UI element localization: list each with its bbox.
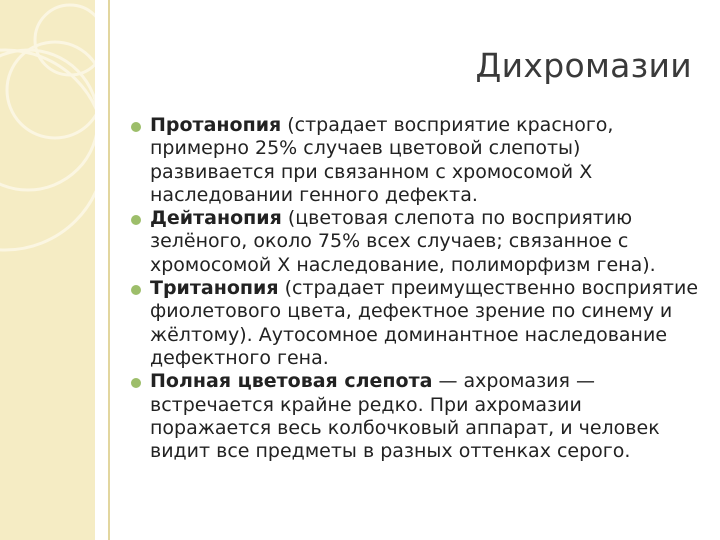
sidebar-circles-decoration <box>0 0 95 540</box>
decor-circle <box>0 50 95 250</box>
slide-title: Дихромазии <box>475 46 692 85</box>
bullet-text: — ахромазия — встречается крайне редко. При ахромазии поражается весь колбочковый аппарат, и человек видит все предметы в разных оттенках серого. <box>150 370 660 463</box>
decor-circle <box>0 50 95 190</box>
list-item <box>131 114 701 207</box>
list-item <box>131 370 701 463</box>
decor-circle <box>35 5 95 75</box>
bullet-dot-icon <box>131 122 141 132</box>
decor-circle <box>7 42 95 138</box>
bullet-text: (страдает преимущественно восприятие фиолетового цвета, дефектное зрение по синему и жёлтому). Аутосомное доминантное наследование дефектного гена. <box>150 277 699 369</box>
bullet-term: Протанопия <box>150 114 282 136</box>
vertical-divider <box>108 0 110 540</box>
bullet-dot-icon <box>131 285 141 295</box>
list-item <box>131 207 701 277</box>
bullet-text: (цветовая слепота по восприятию зелёного, около 75% всех случаев; связанное с хромосомой Х наследование, полиморфизм гена). <box>150 207 656 276</box>
bullet-term: Тританопия <box>150 277 279 300</box>
decorative-sidebar <box>0 0 95 540</box>
bullet-text: (страдает восприятие красного, примерно 25% случаев цветовой слепоты) развивается при связанном с хромосомой Х наследовании генного дефекта. <box>150 114 614 206</box>
bullet-dot-icon <box>131 378 141 388</box>
bullet-term: Полная цветовая слепота <box>150 370 433 393</box>
bullet-dot-icon <box>131 215 141 225</box>
list-item <box>131 277 701 370</box>
bullet-term: Дейтанопия <box>150 207 282 230</box>
bullet-list <box>131 114 701 463</box>
